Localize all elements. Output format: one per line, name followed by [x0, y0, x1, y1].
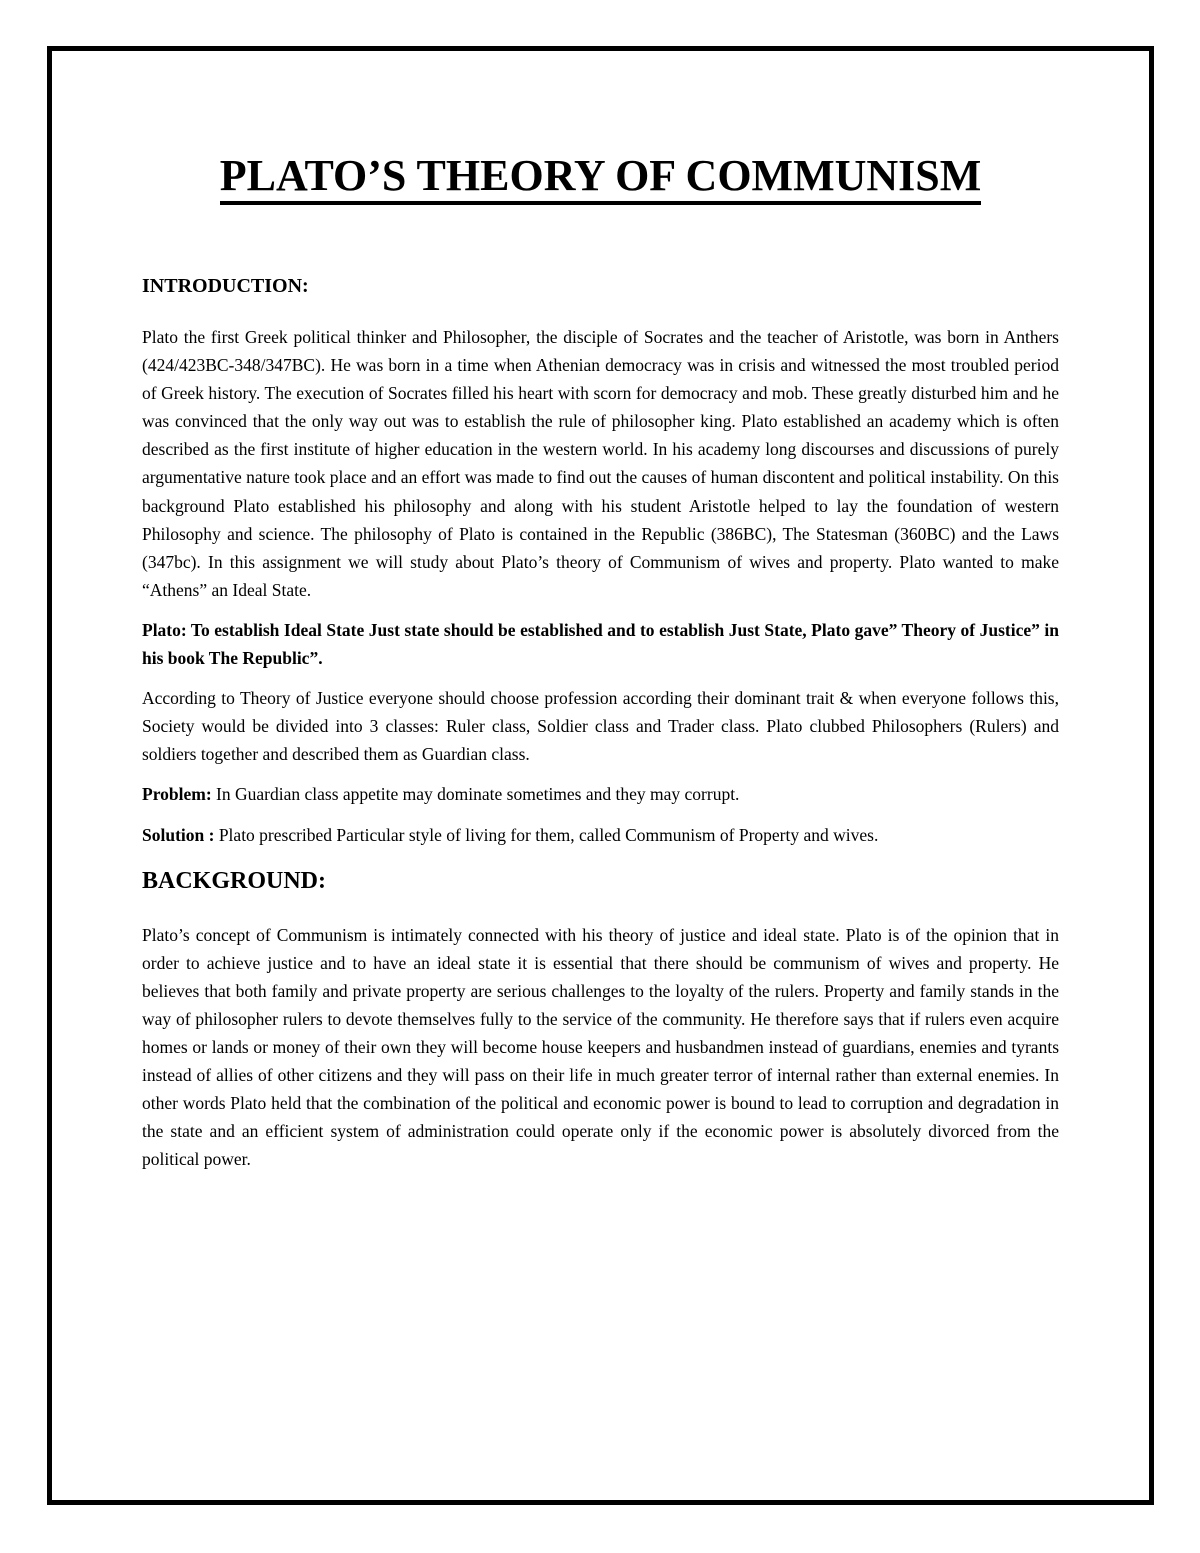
- justice-paragraph: According to Theory of Justice everyone should choose profession according their dominant trait & when everyone follows this, Society would be divided into 3 classes: Ruler class, Soldier class and Trader class. Plato clubbed Philosophers (Rulers) and soldiers together and described them as Guardian class.: [142, 688, 1059, 765]
- document-body: [142, 148, 1059, 1173]
- problem-paragraph: [142, 780, 1059, 808]
- problem-text: In Guardian class appetite may dominate sometimes and they may corrupt.: [211, 784, 740, 805]
- document-title-text: PLATO’S THEORY OF COMMUNISM: [220, 151, 982, 205]
- introduction-heading: INTRODUCTION:: [142, 275, 309, 297]
- background-heading: BACKGROUND:: [142, 867, 326, 894]
- solution-text: Plato prescribed Particular style of living for them, called Communism of Property and wives.: [214, 824, 879, 845]
- solution-paragraph: [142, 821, 1059, 849]
- justice-statement: Plato: To establish Ideal State Just state should be established and to establish Just State, Plato gave” Theory of Justice” in his book The Republic”.: [142, 619, 1059, 669]
- document-title: [142, 148, 1059, 205]
- background-paragraph: Plato’s concept of Communism is intimately connected with his theory of justice and ideal state. Plato is of the opinion that in order to achieve justice and to have an ideal state it is essential that there should be communism of wives and property. He believes that both family and private property are serious challenges to the loyalty of the rulers. Property and family stands in the way of philosopher rulers to devote themselves fully to the service of the community. He therefore says that if rulers even acquire homes or lands or money of their own they will become house keepers and husbandmen instead of guardians, enemies and tyrants instead of allies of other citizens and they will pass on their life in much greater terror of internal rather than external enemies. In other words Plato held that the combination of the political and economic power is bound to lead to corruption and degradation in the state and an efficient system of administration could operate only if the economic power is absolutely divorced from the political power.: [142, 924, 1059, 1170]
- solution-label: Solution :: [142, 824, 215, 845]
- introduction-paragraph: Plato the first Greek political thinker and Philosopher, the disciple of Socrates and the teacher of Aristotle, was born in Anthers (424/423BC-348/347BC). He was born in a time when Athenian democracy was in crisis and witnessed the most troubled period of Greek history. The execution of Socrates filled his heart with scorn for democracy and mob. These greatly disturbed him and he was convinced that the only way out was to establish the rule of philosopher king. Plato established an academy which is often described as the first institute of higher education in the western world. In his academy long discourses and discussions of purely argumentative nature took place and an effort was made to find out the causes of human discontent and political instability. On this background Plato established his philosophy and along with his student Aristotle helped to lay the foundation of western Philosophy and science. The philosophy of Plato is contained in the Republic (386BC), The Statesman (360BC) and the Laws (347bc). In this assignment we will study about Plato’s theory of Communism of wives and property. Plato wanted to make “Athens” an Ideal State.: [142, 327, 1059, 600]
- problem-label: Problem:: [142, 784, 212, 805]
